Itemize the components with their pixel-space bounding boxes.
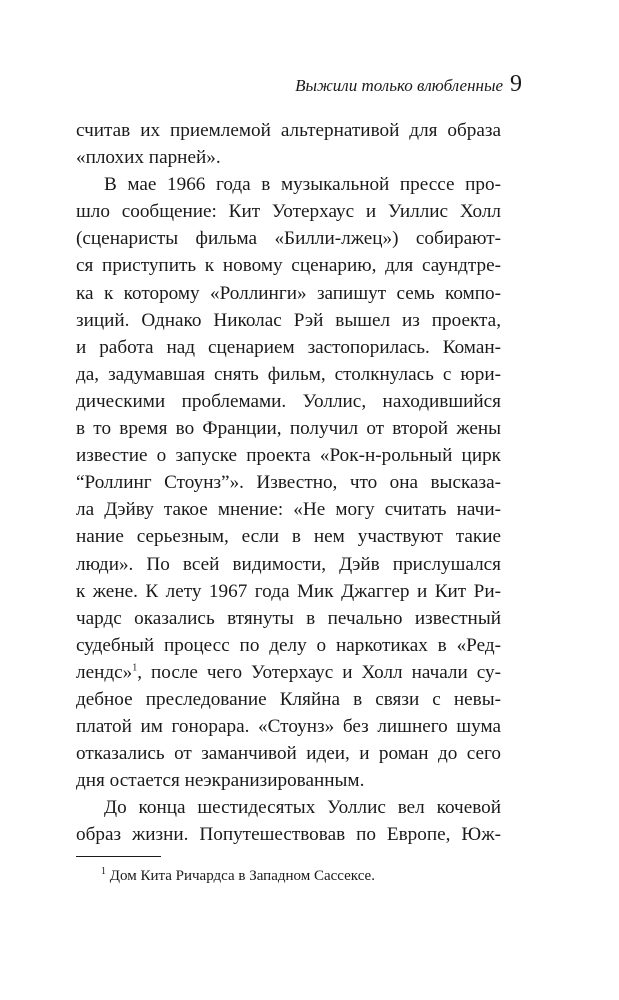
footnote [101, 866, 375, 886]
running-title: Выжили только влюбленные [295, 76, 503, 95]
text-line: считав их приемлемой альтернативой для образа [76, 120, 501, 141]
text-line: судебный процесс по делу о наркотиках в «Ред- [76, 634, 501, 656]
text-segment: лендс» [76, 661, 133, 683]
text-line: отказались от заманчивой идеи, и роман до сего [76, 743, 501, 765]
text-line: ка к которому «Роллинги» запишут семь компо- [76, 282, 501, 304]
footnote-marker: 1 [101, 866, 106, 877]
text-line: “Роллинг Стоунз”». Известно, что она высказа- [76, 472, 501, 494]
text-line: зиций. Однако Николас Рэй вышел из проекта, [76, 309, 501, 331]
text-line: ла Дэйву такое мнение: «Не могу считать начи- [76, 499, 501, 521]
page-number: 9 [510, 71, 522, 97]
text-line: в то время во Франции, получил от второй жены [76, 418, 501, 440]
text-line: образ жизни. Попутешествовав по Европе, Юж- [76, 824, 501, 846]
text-line: и работа над сценарием застопорилась. Коман- [76, 336, 501, 358]
text-line: дическими проблемами. Уоллис, находившийся [76, 390, 501, 412]
text-segment: , после чего Уотерхаус и Холл начали су- [137, 661, 501, 683]
footnote-reference[interactable]: 1 [132, 662, 138, 674]
text-line: чардс оказались втянуты в печально известный [76, 607, 501, 629]
text-line: ся приступить к новому сценарию, для саундтре- [76, 255, 501, 277]
text-line: дебное преследование Кляйна в связи с невы- [76, 688, 501, 710]
text-line: платой им гонорара. «Стоунз» без лишнего шума [76, 716, 501, 738]
text-line: дня остается неэкранизированным. [76, 770, 365, 792]
text-line: да, задумавшая снять фильм, столкнулась с юри- [76, 363, 501, 385]
text-line: к жене. К лету 1967 года Мик Джаггер и Кит Ри- [76, 580, 501, 602]
text-line: «плохих парней». [76, 147, 221, 169]
footnote-divider [76, 856, 161, 857]
text-line: До конца шестидесятых Уоллис вел кочевой [104, 797, 501, 819]
text-line: известие о запуске проекта «Рок-н-рольный цирк [76, 445, 501, 467]
text-line: нание серьезным, если в нем участвуют такие [76, 526, 501, 548]
text-line: В мае 1966 года в музыкальной прессе про- [104, 174, 501, 196]
footnote-text: Дом Кита Ричардса в Западном Сассексе. [109, 868, 375, 884]
text-line: (сценаристы фильма «Билли-лжец») собирают- [76, 228, 501, 250]
text-line: шло сообщение: Кит Уотерхаус и Уиллис Холл [76, 201, 501, 223]
text-line-with-footnote-ref [76, 659, 501, 686]
main-text [76, 117, 501, 849]
text-line: люди». По всей видимости, Дэйв прислушался [76, 553, 501, 575]
